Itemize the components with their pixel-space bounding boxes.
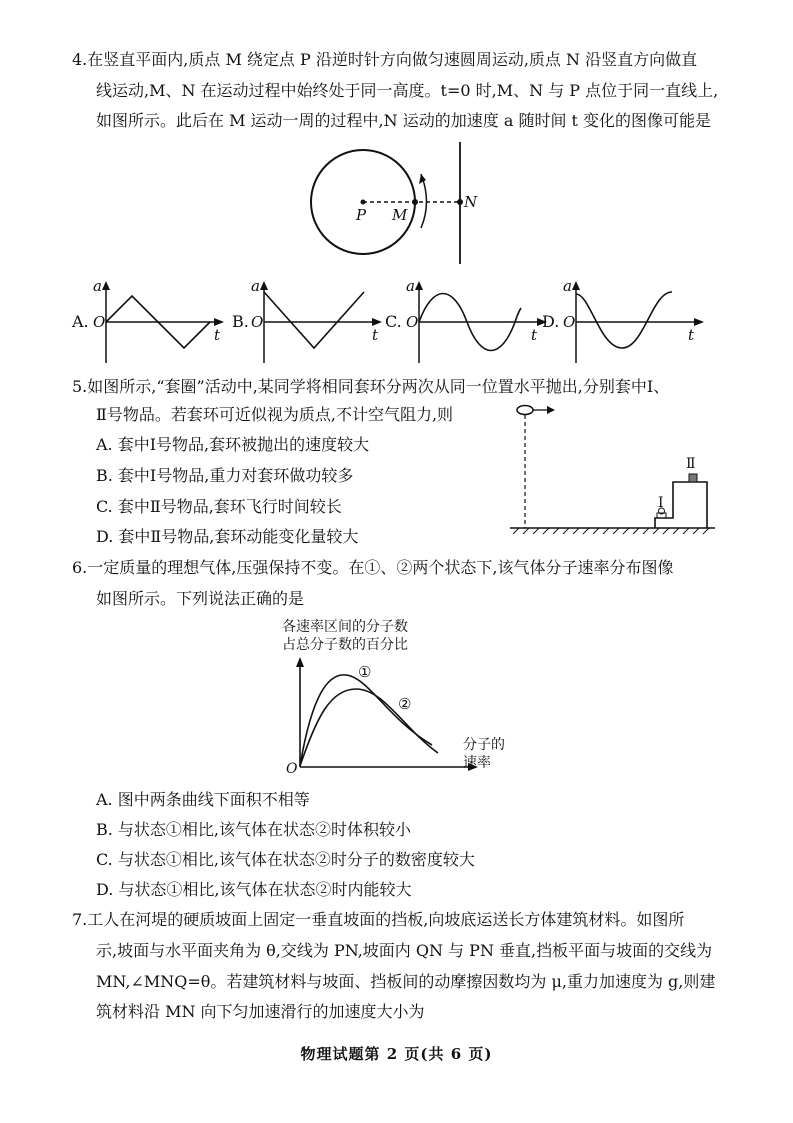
q6-origin: O xyxy=(286,761,298,777)
q4-point-m xyxy=(412,199,418,205)
q6-speed-distribution-chart xyxy=(270,615,530,780)
q6-x-label-2: 速率 xyxy=(463,755,491,771)
q5-ground-hatch xyxy=(513,528,709,534)
svg-text:t: t xyxy=(531,326,538,344)
q6-curve-2 xyxy=(300,689,438,766)
q4-option-a-label: A. xyxy=(72,312,89,331)
q6-y-label-2: 占总分子数的百分比 xyxy=(282,637,408,653)
svg-text:a: a xyxy=(251,277,260,295)
q6-option-b: B. 与状态①相比,该气体在状态②时体积较小 xyxy=(96,820,412,839)
q6-option-d: D. 与状态①相比,该气体在状态②时内能较大 xyxy=(96,880,412,899)
q7-line-2: 示,坡面与水平面夹角为 θ,交线为 PN,坡面内 QN 与 PN 垂直,挡板平面与坡面的交线为 xyxy=(96,941,713,960)
q4-label-n: N xyxy=(464,193,478,211)
q4-graph-a xyxy=(90,278,230,368)
q4-line-2: 线运动,M、N 在运动过程中始终处于同一高度。t=0 时,M、N 与 P 点位于同一直线上, xyxy=(96,81,719,100)
q5-ring-toss-figure xyxy=(505,400,720,540)
q5-line-1: 5.如图所示,“套圈”活动中,某同学将相同套环分两次从同一位置水平抛出,分别套中Ⅰ、 xyxy=(72,377,670,396)
q6-y-label-1: 各速率区间的分子数 xyxy=(282,619,408,635)
svg-text:O: O xyxy=(93,313,106,331)
svg-text:t: t xyxy=(688,326,695,344)
q4-graph-b-curve xyxy=(264,292,364,348)
q4-line-3: 如图所示。此后在 M 运动一周的过程中,N 运动的加速度 a 随时间 t 变化的图像可能是 xyxy=(96,111,712,130)
q4-point-p xyxy=(361,200,366,205)
q5-ring xyxy=(517,406,533,415)
q4-option-b-label: B. xyxy=(232,312,249,331)
q6-curve-label-2: ② xyxy=(398,695,412,713)
q4-graph-d-curve xyxy=(576,292,672,348)
svg-text:O: O xyxy=(406,313,419,331)
q4-option-c-label: C. xyxy=(385,312,402,331)
q5-line-2: Ⅱ号物品。若套环可近似视为质点,不计空气阻力,则 xyxy=(96,405,454,424)
q6-option-c: C. 与状态①相比,该气体在状态②时分子的数密度较大 xyxy=(96,850,475,869)
svg-text:t: t xyxy=(214,326,221,344)
svg-text:O: O xyxy=(251,313,264,331)
q4-line-1: 4.在竖直平面内,质点 M 绕定点 P 沿逆时针方向做匀速圆周运动,质点 N 沿竖直方向做直 xyxy=(72,50,698,69)
q4-graph-b xyxy=(248,278,388,368)
q5-option-a: A. 套中Ⅰ号物品,套环被抛出的速度较大 xyxy=(96,435,370,454)
svg-text:t: t xyxy=(372,326,379,344)
svg-text:a: a xyxy=(406,277,415,295)
q5-option-d: D. 套中Ⅱ号物品,套环动能变化量较大 xyxy=(96,527,359,546)
q5-option-c: C. 套中Ⅱ号物品,套环飞行时间较长 xyxy=(96,497,342,516)
q6-line-2: 如图所示。下列说法正确的是 xyxy=(96,589,305,608)
q6-line-1: 6.一定质量的理想气体,压强保持不变。在①、②两个状态下,该气体分子速率分布图像 xyxy=(72,558,674,577)
q7-line-4: 筑材料沿 MN 向下匀加速滑行的加速度大小为 xyxy=(96,1002,425,1021)
q6-option-a: A. 图中两条曲线下面积不相等 xyxy=(96,790,310,809)
q4-arrow-head xyxy=(419,174,426,184)
q5-option-b: B. 套中Ⅰ号物品,重力对套环做功较多 xyxy=(96,466,354,485)
q7-line-1: 7.工人在河堤的硬质坡面上固定一垂直坡面的挡板,向坡底运送长方体建筑材料。如图所 xyxy=(72,910,685,929)
svg-text:a: a xyxy=(93,277,102,295)
q6-curve-1 xyxy=(300,675,432,766)
q6-curve-label-1: ① xyxy=(358,663,372,681)
svg-text:a: a xyxy=(563,277,572,295)
q4-label-p: P xyxy=(356,206,367,224)
q4-option-d-label: D. xyxy=(542,312,560,331)
svg-text:O: O xyxy=(563,313,576,331)
q4-circle-figure xyxy=(300,140,500,270)
q4-label-m: M xyxy=(392,206,408,224)
page-footer: 物理试题第 2 页(共 6 页) xyxy=(300,1045,493,1063)
q5-item-2 xyxy=(689,474,697,482)
q4-graph-c xyxy=(403,278,553,368)
q5-label-2: Ⅱ xyxy=(686,456,696,472)
q7-line-3: MN,∠MNQ=θ。若建筑材料与坡面、挡板间的动摩擦因数均为 μ,重力加速度为 g,则建 xyxy=(96,972,716,991)
q6-x-label-1: 分子的 xyxy=(463,737,505,753)
q5-label-1: Ⅰ xyxy=(658,495,664,511)
q4-graph-d xyxy=(560,278,710,368)
